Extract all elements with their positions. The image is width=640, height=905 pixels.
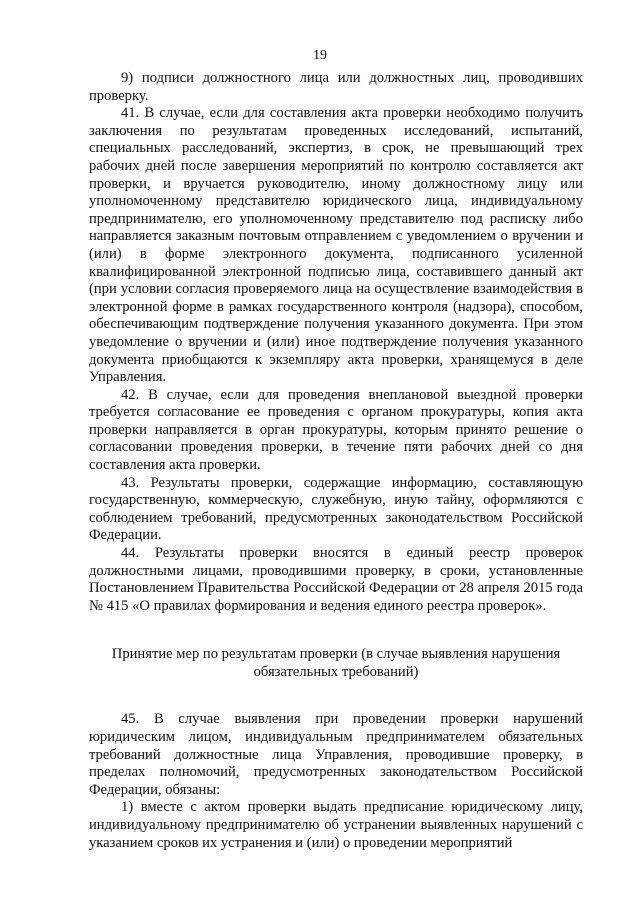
paragraph-44: 44. Результаты проверки вносятся в единый реестр проверок должностными лицами, проводившими проверку, в сроки, установленные Постановлением Правительства Российской Федерации от 28 апреля 2015 года № 415 «О правилах формирования и ведения единого реестра проверок». — [89, 545, 583, 614]
paragraph-45: 45. В случае выявления при проведении проверки нарушений юридическим лицом, индивидуальным предпринимателем обязательных требований должностные лица Управления, проводившие проверку, в пределах полномочий, предусмотренных законодательством Российской Федерации, обязаны: — [89, 711, 583, 798]
page-number: 19 — [313, 48, 327, 63]
paragraph-42: 42. В случае, если для проведения внеплановой выездной проверки требуется согласование ее проведения с органом прокуратуры, копия акта проверки направляется в орган прокуратуры, которым принято решение о согласовании проведения проверки, в течение пяти рабочих дней со дня составления акта проверки. — [89, 386, 583, 474]
paragraph-item-9: 9) подписи должностного лица или должностных лиц, проводивших проверку. — [89, 70, 583, 104]
paragraph-43: 43. Результаты проверки, содержащие информацию, составляющую государственную, коммерческую, служебную, иную тайну, оформляются с соблюдением требований, предусмотренных законодательством Российской Федерации. — [89, 474, 583, 544]
paragraph-45-item-1: 1) вместе с актом проверки выдать предписание юридическому лицу, индивидуальному предпринимателю об устранении выявленных нарушений с указанием сроков их устранения и (или) о проведении мероприятий — [89, 799, 583, 851]
section-heading: Принятие мер по результатам проверки (в случае выявления нарушения обязательных требований) — [111, 646, 561, 681]
paragraph-41: 41. В случае, если для составления акта проверки необходимо получить заключения по результатам проведенных исследований, испытаний, специальных расследований, экспертиз, в срок, не превышающий трех рабочих дней после завершения мероприятий по контролю составляется акт проверки, и вручается руководителю, иному должностному лицу или уполномоченному представителю юридического лица, индивидуальному предпринимателю, его уполномоченному представителю под расписку либо направляется заказным почтовым отправлением с уведомлением о вручении и (или) в форме электронного документа, подписанного усиленной квалифицированной электронной подписью лица, составившего данный акт (при условии согласия проверяемого лица на осуществление взаимодействия в электронной форме в рамках государственного контроля (надзора), способом, обеспечивающим подтверждение получения указанного документа. При этом уведомление о вручении и (или) иное подтверждение получения указанного документа приобщаются к экземпляру акта проверки, хранящемуся в деле Управления. — [89, 105, 583, 386]
document-body — [89, 70, 583, 852]
